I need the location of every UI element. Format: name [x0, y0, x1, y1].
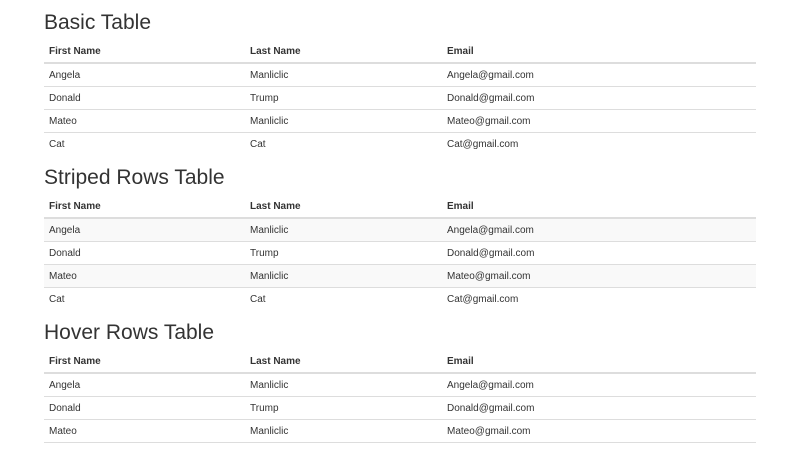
table-row[interactable] — [44, 420, 756, 443]
table-row — [44, 63, 756, 87]
table-row — [44, 133, 756, 156]
cell-email: Cat@gmail.com — [442, 133, 756, 156]
table-row — [44, 265, 756, 288]
cell-email: Mateo@gmail.com — [442, 265, 756, 288]
cell-first-name: Mateo — [44, 420, 245, 443]
cell-email: Mateo@gmail.com — [442, 110, 756, 133]
table-row — [44, 218, 756, 242]
cell-last-name: Manliclic — [245, 373, 442, 397]
cell-last-name: Trump — [245, 87, 442, 110]
cell-first-name: Cat — [44, 133, 245, 156]
column-header-first-name: First Name — [44, 40, 245, 63]
cell-first-name: Mateo — [44, 265, 245, 288]
cell-email: Angela@gmail.com — [447, 69, 534, 81]
striped-table — [44, 195, 756, 310]
column-header-email: Email — [442, 350, 756, 373]
cell-first-name: Angela — [49, 69, 81, 81]
cell-last-name: Manliclic — [245, 265, 442, 288]
hover-table-section — [44, 320, 756, 443]
cell-first-name: Mateo — [44, 110, 245, 133]
table-header-row — [44, 350, 756, 373]
cell-first-name: Donald — [44, 397, 245, 420]
table-row — [44, 242, 756, 265]
table-row[interactable] — [44, 373, 756, 397]
cell-last-name: Manliclic — [245, 110, 442, 133]
hover-table — [44, 350, 756, 443]
cell-last-name: Trump — [245, 242, 442, 265]
cell-email: Cat@gmail.com — [442, 288, 756, 311]
cell-email: Mateo@gmail.com — [442, 420, 756, 443]
cell-first-name: Donald — [44, 242, 245, 265]
table-row — [44, 87, 756, 110]
cell-last-name: Manliclic — [245, 218, 442, 242]
striped-table-title: Striped Rows Table — [44, 166, 225, 189]
column-header-first-name: First Name — [44, 350, 245, 373]
cell-email: Angela@gmail.com — [442, 218, 756, 242]
striped-table-section — [44, 165, 756, 310]
table-header-row — [44, 195, 756, 218]
column-header-last-name: Last Name — [245, 350, 442, 373]
cell-last-name: Cat — [245, 133, 442, 156]
basic-table-section — [44, 10, 756, 155]
cell-last-name: Manliclic — [245, 420, 442, 443]
table-row[interactable] — [44, 397, 756, 420]
column-header-email: Email — [442, 195, 756, 218]
cell-email: Donald@gmail.com — [442, 87, 756, 110]
cell-first-name: Angela — [44, 373, 245, 397]
table-row — [44, 288, 756, 311]
cell-email: Angela@gmail.com — [442, 373, 756, 397]
hover-table-title: Hover Rows Table — [44, 321, 215, 344]
cell-first-name: Angela — [44, 218, 245, 242]
column-header-last-name: Last Name — [245, 195, 442, 218]
basic-table-title: Basic Table — [44, 11, 152, 34]
table-row — [44, 110, 756, 133]
column-header-last-name: Last Name — [245, 40, 442, 63]
cell-last-name: Cat — [245, 288, 442, 311]
cell-email: Donald@gmail.com — [442, 242, 756, 265]
basic-table — [44, 40, 756, 155]
cell-email: Donald@gmail.com — [442, 397, 756, 420]
cell-last-name: Trump — [245, 397, 442, 420]
table-header-row — [44, 40, 756, 63]
column-header-email: Email — [442, 40, 756, 63]
cell-first-name: Donald — [44, 87, 245, 110]
cell-last-name: Manliclic — [250, 69, 289, 81]
cell-first-name: Cat — [44, 288, 245, 311]
column-header-first-name: First Name — [44, 195, 245, 218]
